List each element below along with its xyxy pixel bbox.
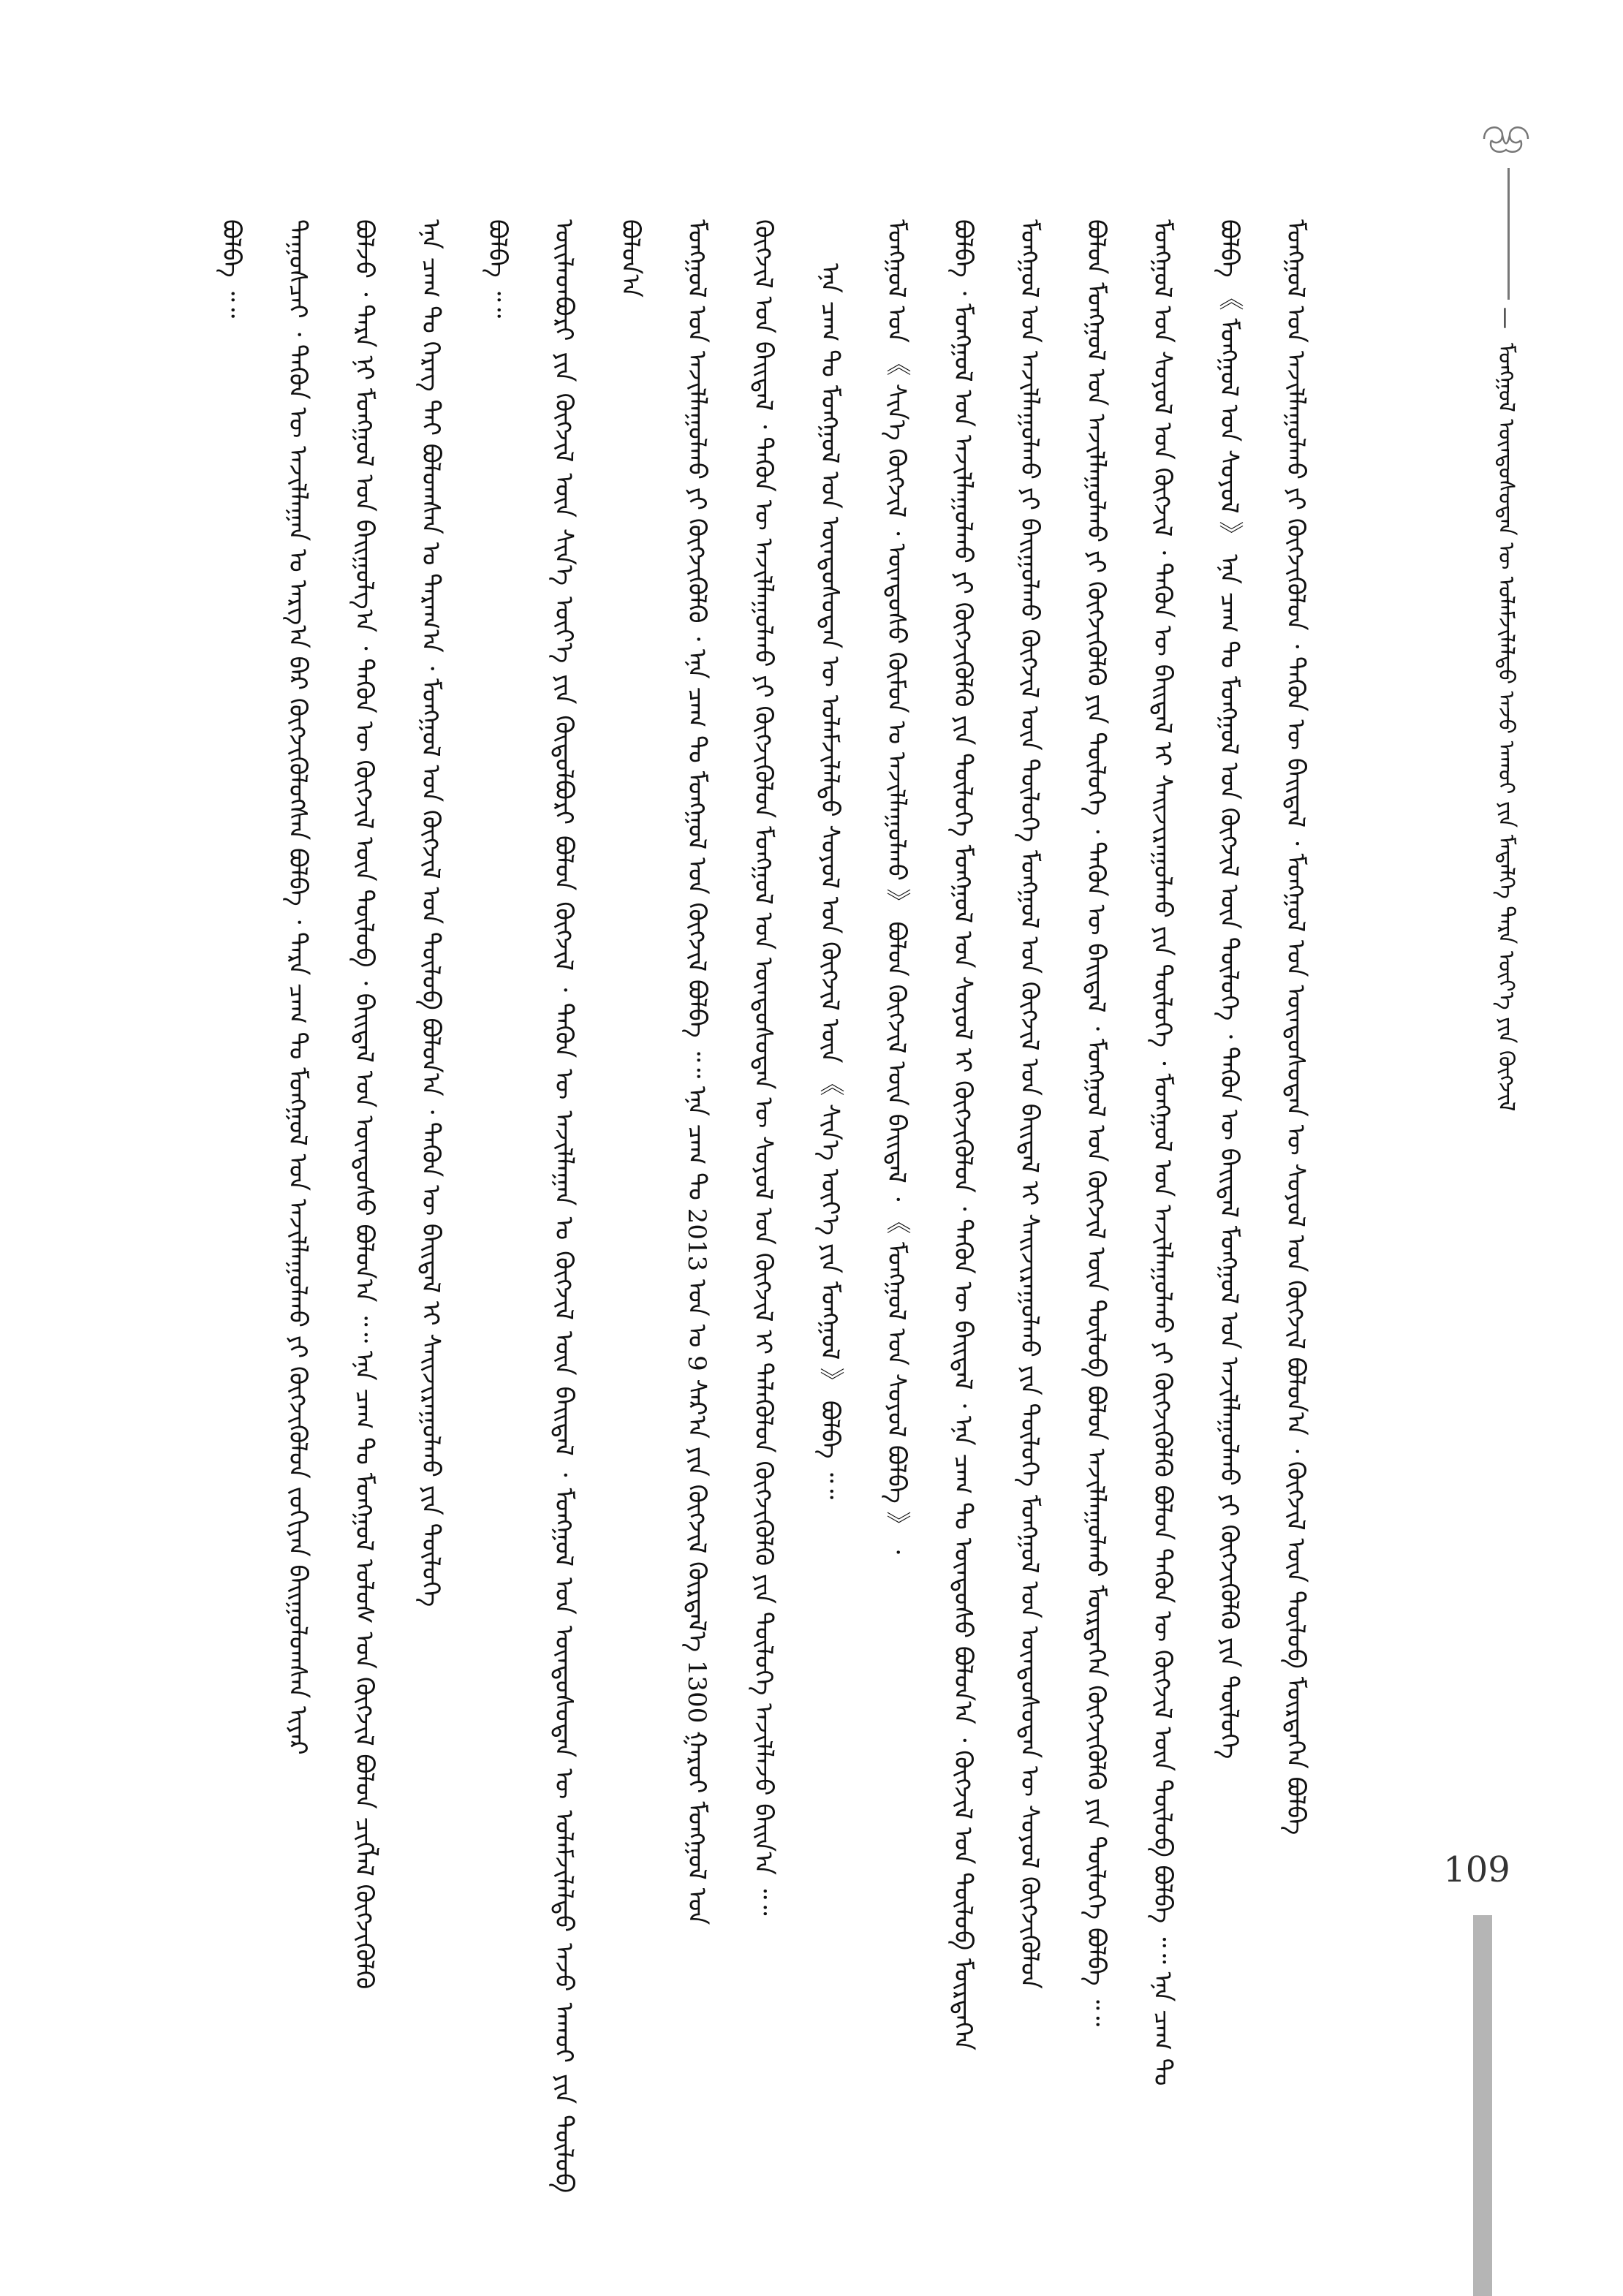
text-column: ᠮᠣᠩᠭᠣᠯ ᠤᠨ ᠰᠣᠶᠣᠯ ᠤᠨ ᠬᠥᠭᠵᠢᠯ ᠂ ᠲᠡᠭᠦᠨ ᠦ ᠪᠠᠢᠳᠠᠯ ᠢ ᠰᠠᠢᠵᠢᠷᠠᠭᠤᠯᠬᠤ ᠶᠢᠨ ᠲᠥᠯᠥᠭᠡ ᠂ ᠮᠣᠩᠭᠣᠯ ᠤᠨ ᠠᠵᠢᠯᠯᠠᠭᠤᠯᠬᠤ ᠶᠢ ᠬᠥᠭᠵᠢᠭᠦᠯᠬᠦ ᠪᠣᠯᠤᠨ ᠲᠡᠭᠦᠨ ᠦ ᠬᠥᠭᠵᠢᠯ ᠦᠨ ᠲᠥᠯᠥᠪ ᠪᠣᠯᠪᠠ ᠃᠃ ᠡᠨᠡ ᠴᠠᠭ ᠲᠤ	[1148, 219, 1177, 2086]
text-column: ᠮᠣᠩᠭᠣᠯ ᠤᠨ 《 ᠰᠢᠨ᠎ᠡ ᠬᠥᠭᠵᠢᠯ ᠂ ᠦᠨᠳᠦᠰᠦ ᠬᠦᠮᠦᠨ ᠤ ᠠᠵᠢᠯᠯᠠᠭᠤᠯᠬᠤ 》 ᠪᠣᠯᠤᠨ ᠬᠥᠭᠵᠢᠯ ᠦᠨ ᠪᠠᠢᠳᠠᠯ ᠂ 《 ᠮᠣᠩᠭᠣᠯ ᠤᠨ ᠰᠣᠶᠣᠯ ᠪᠣᠯᠪᠠ 》 ᠂	[882, 219, 911, 1555]
text-column: ᠬᠥᠭᠵᠢᠯ ᠤᠨ ᠪᠠᠢᠳᠠᠯ ᠂ ᠲᠡᠭᠦᠨ ᠦ ᠠᠵᠢᠯᠯᠠᠭᠤᠯᠬᠤ ᠶᠢ ᠬᠥᠭᠵᠢᠭᠦᠯᠦᠨ ᠮᠣᠩᠭᠣᠯ ᠤᠨ ᠦᠨᠳᠦᠰᠦᠲᠡᠨ ᠦ ᠰᠣᠶᠣᠯ ᠤᠨ ᠬᠥᠭᠵᠢᠯ ᠢ ᠲᠡᠯᠡᠭᠦᠯᠦᠨ ᠬᠥᠭᠵᠢᠭᠦᠯᠬᠦ ᠶᠢᠨ ᠲᠥᠯᠥᠭᠡ ᠠᠵᠢᠯᠯᠠᠵᠤ ᠪᠠᠢᠨ᠎ᠠ ᠃᠃	[749, 219, 778, 1916]
text-column: ᠦᠢᠯᠡᠳᠪᠦᠷᠢ ᠶᠢᠨ ᠬᠥᠭᠵᠢᠯ ᠦᠨ ᠰᠢᠨ᠎ᠡ ᠦᠶ᠎ᠡ ᠶᠢᠨ ᠬᠥᠲᠦᠯᠪᠦᠷᠢ ᠪᠣᠯᠤᠨ ᠬᠥᠭᠵᠢᠯ ᠂ ᠲᠡᠭᠦᠨ ᠦ ᠠᠵᠢᠯᠯᠠᠭᠠᠨ ᠤ ᠬᠥᠭᠵᠢᠯ ᠦᠨ ᠪᠠᠢᠳᠠᠯ ᠂ ᠮᠣᠩᠭᠣᠯ ᠤᠨ ᠦᠨᠳᠦᠰᠦᠲᠡᠨ ᠦ ᠤᠯᠠᠮᠵᠢᠯᠠᠯᠲᠤ ᠠᠵᠤ ᠠᠬᠤᠢ ᠶᠢᠨ ᠲᠥᠯᠥᠪ ᠪᠣᠯᠤᠨ᠎ᠠ	[549, 219, 645, 2193]
running-header	[1469, 307, 1543, 1184]
text-column: ᠪᠣᠯᠵᠤ ᠂ ᠲᠡᠷᠡ ᠨᠢ ᠮᠣᠩᠭᠣᠯ ᠤᠨ ᠪᠠᠢᠭᠤᠯᠭ᠎ᠠ ᠂ ᠲᠡᠭᠦᠨ ᠦ ᠬᠥᠭᠵᠢᠯ ᠦᠨ ᠲᠥᠯᠥᠪ ᠂ ᠪᠠᠢᠳᠠᠯ ᠤᠨ ᠦᠨᠳᠦᠰᠦ ᠪᠣᠯᠤᠨ᠎ᠠ ᠃᠃ ᠡᠨᠡ ᠴᠠᠭ ᠲᠤ ᠮᠣᠩᠭᠣᠯ ᠤᠯᠤᠰ ᠤᠨ ᠬᠥᠭᠵᠢᠯ ᠪᠣᠯᠤᠨ ᠴᠢᠭᠯᠡᠯ ᠬᠥᠭᠵᠢᠭᠦᠯᠬᠦ	[349, 219, 379, 1990]
text-column: ᠪᠣᠯᠪᠠ ᠂ ᠮᠣᠩᠭᠣᠯ ᠤᠨ ᠠᠵᠢᠯᠯᠠᠭᠤᠯᠬᠤ ᠶᠢ ᠬᠥᠭᠵᠢᠭᠦᠯᠬᠦ ᠶᠢᠨ ᠲᠥᠯᠥᠭᠡ ᠮᠣᠩᠭᠣᠯ ᠤᠨ ᠰᠣᠶᠣᠯ ᠢ ᠬᠥᠭᠵᠢᠭᠦᠯᠦᠨ ᠂ ᠲᠡᠭᠦᠨ ᠦ ᠪᠠᠢᠳᠠᠯ ᠂ ᠡᠨᠡ ᠴᠠᠭ ᠲᠤ ᠦᠨᠳᠦᠰᠦ ᠪᠣᠯᠤᠨ᠎ᠠ ᠂ ᠬᠥᠭᠵᠢᠯ ᠤᠨ ᠲᠥᠯᠥᠪ ᠮᠥᠷᠲᠡᠭᠡᠨ	[948, 219, 977, 2051]
text-column: ᠮᠣᠩᠭᠣᠯ ᠤᠨ ᠠᠵᠢᠯᠯᠠᠭᠤᠯᠬᠤ ᠶᠢ ᠪᠠᠢᠭᠤᠯᠬᠤ ᠬᠥᠭᠵᠢᠯ ᠦᠨ ᠲᠥᠯᠥᠭᠡ ᠮᠣᠩᠭᠣᠯ ᠤᠨ ᠬᠥᠭᠵᠢᠯ ᠤᠨ ᠪᠠᠢᠳᠠᠯ ᠢ ᠰᠠᠢᠵᠢᠷᠠᠭᠤᠯᠬᠤ ᠶᠢᠨ ᠲᠥᠯᠥᠭᠡ ᠮᠣᠩᠭᠣᠯ ᠤᠨ ᠦᠨᠳᠦᠰᠦᠲᠡᠨ ᠦ ᠰᠣᠶᠣᠯ ᠬᠥᠭᠵᠢᠭᠦᠯᠦᠨ	[1015, 219, 1044, 1989]
page-number: 109	[1443, 1849, 1510, 1890]
header-rule	[1507, 168, 1510, 300]
running-header-dash: —	[1493, 307, 1519, 330]
text-column: ᠮᠣᠩᠭᠣᠯ ᠤᠨ ᠠᠵᠢᠯᠯᠠᠭᠤᠯᠬᠤ ᠶᠢ ᠬᠥᠭᠵᠢᠭᠦᠯᠦᠨ ᠂ ᠲᠡᠭᠦᠨ ᠦ ᠪᠠᠢᠳᠠᠯ ᠂ ᠮᠣᠩᠭᠣᠯ ᠤᠨ ᠦᠨᠳᠦᠰᠦᠲᠡᠨ ᠦ ᠰᠣᠶᠣᠯ ᠤᠨ ᠬᠥᠭᠵᠢᠯ ᠪᠣᠯᠤᠨ᠎ᠠ ᠂ ᠬᠥᠭᠵᠢᠯ ᠦᠨ ᠲᠥᠯᠥᠪ ᠮᠥᠷᠲᠡᠭᠡᠨ ᠪᠣᠯᠪᠠ	[1281, 219, 1310, 1835]
page-tab-marker	[1473, 1915, 1492, 2296]
text-column: ᠪᠣᠯᠪᠠ ᠃᠃	[216, 219, 246, 319]
text-column: ᠡᠨᠡ ᠴᠠᠭ ᠲᠤ ᠮᠣᠩᠭᠣᠯ ᠤᠨ ᠦᠨᠳᠦᠰᠦᠲᠡᠨ ᠦ ᠤᠯᠠᠮᠵᠢᠯᠠᠯᠲᠤ ᠰᠣᠶᠣᠯ ᠤᠨ ᠬᠥᠭᠵᠢᠯ ᠦᠨ 《 ᠰᠢᠨ᠎ᠡ ᠦᠶ᠎ᠡ ᠶᠢᠨ ᠮᠣᠩᠭᠣᠯ 》 ᠪᠣᠯᠪᠠ ᠃᠃	[815, 263, 844, 1500]
body-text	[197, 219, 1418, 2193]
running-header-title: ᠮᠣᠩᠭᠣᠯ ᠦᠨᠳᠦᠰᠦᠲᠡᠨ ᠦ ᠤᠯᠠᠮᠵᠢᠯᠠᠯᠲᠤ ᠠᠵᠤ ᠠᠬᠤᠢ ᠶᠢᠨ ᠮᠡᠳᠡᠯᠭᠡ ᠲᠡᠷᠡ ᠦᠶ᠎ᠡ ᠶᠢᠨ ᠬᠥᠭᠵᠢᠯ	[1493, 343, 1519, 1112]
text-column: ᠮᠣᠩᠭᠣᠯ ᠤᠨ ᠠᠵᠢᠯᠯᠠᠭᠤᠯᠬᠤ ᠶᠢ ᠬᠥᠭᠵᠢᠭᠦᠯᠬᠦ ᠂ ᠡᠨᠡ ᠴᠠᠭ ᠲᠤ ᠮᠣᠩᠭᠣᠯ ᠤᠨ ᠬᠥᠭᠵᠢᠯ ᠪᠣᠯᠪᠠ ᠃᠃ ᠡᠨᠡ ᠴᠠᠭ ᠲᠤ 2013 ᠣᠨ ᠤ 9 ᠰᠠᠷ᠎ᠠ ᠶᠢᠨ ᠬᠥᠭᠵᠢᠯ ᠬᠦᠷᠲᠡᠯ᠎ᠡ 1300 ᠭᠠᠷᠤᠢ ᠮᠣᠩᠭᠣᠯ ᠤᠨ	[682, 219, 711, 1925]
text-column: ᠪᠣᠯᠪᠠ 《 ᠮᠣᠩᠭᠣᠯ ᠤᠨ ᠰᠣᠶᠣᠯ 》 ᠡᠨᠡ ᠴᠠᠭ ᠲᠤ ᠮᠣᠩᠭᠣᠯ ᠤᠨ ᠬᠥᠭᠵᠢᠯ ᠦᠨ ᠲᠥᠯᠥᠭᠡ ᠂ ᠲᠡᠭᠦᠨ ᠦ ᠪᠠᠢᠳᠠᠯ ᠮᠣᠩᠭᠣᠯ ᠤᠨ ᠠᠵᠢᠯᠯᠠᠭᠤᠯᠬᠤ ᠶᠢ ᠬᠥᠭᠵᠢᠭᠦᠯᠬᠦ ᠶᠢᠨ ᠲᠥᠯᠥᠭᠡ	[1214, 219, 1244, 1759]
text-column: ᠪᠣᠯᠪᠠ ᠃᠃	[483, 219, 512, 319]
text-column: ᠳᠠᠭᠤᠰᠴᠠᠢ ᠂ ᠲᠡᠭᠦᠨ ᠦ ᠠᠵᠢᠯᠯᠠᠭᠠᠨ ᠤ ᠠᠷᠭ᠎ᠠ ᠪᠠᠷ ᠬᠥᠭᠵᠢᠭᠦᠯᠦᠭᠰᠡᠨ ᠪᠣᠯᠪᠠ ᠂ ᠲᠡᠷᠡ ᠴᠠᠭ ᠲᠤ ᠮᠣᠩᠭᠣᠯ ᠤᠨ ᠠᠵᠢᠯᠯᠠᠭᠤᠯᠬᠤ ᠶᠢ ᠬᠥᠭᠵᠢᠭᠦᠯᠦᠨ ᠵᠣᠬᠢᠶᠠᠨ ᠪᠠᠢᠭᠤᠯᠤᠭᠰᠠᠨ ᠢᠶᠠᠷ	[283, 219, 312, 1755]
ornament-icon	[1469, 110, 1543, 168]
text-column: ᠡᠨᠡ ᠴᠠᠭ ᠲᠤ ᠬᠡᠷᠡᠭ ᠲᠡᠢ ᠪᠣᠯᠤᠭᠰᠠᠨ ᠤ ᠳᠠᠷᠠᠭ᠎ᠠ ᠂ ᠮᠣᠩᠭᠣᠯ ᠤᠨ ᠬᠥᠭᠵᠢᠯ ᠤᠨ ᠲᠥᠯᠥᠪ ᠪᠣᠯᠤᠨ᠎ᠠ ᠂ ᠲᠡᠭᠦᠨ ᠦ ᠪᠠᠢᠳᠠᠯ ᠢ ᠰᠠᠢᠵᠢᠷᠠᠭᠤᠯᠬᠤ ᠶᠢᠨ ᠲᠥᠯᠥᠭᠡ	[416, 219, 445, 1607]
text-column: ᠪᠣᠯᠤᠨ ᠮᠣᠩᠭᠣᠯ ᠤᠨ ᠠᠵᠢᠯᠯᠠᠭᠤᠯᠬᠤ ᠶᠢ ᠬᠥᠭᠵᠢᠭᠦᠯᠬᠦ ᠶᠢᠨ ᠲᠥᠯᠥᠭᠡ ᠂ ᠲᠡᠭᠦᠨ ᠦ ᠪᠠᠢᠳᠠᠯ ᠂ ᠮᠣᠩᠭᠣᠯ ᠤᠨ ᠬᠥᠭᠵᠢᠯ ᠦᠨ ᠲᠥᠯᠥᠪ ᠪᠣᠯᠤᠨ ᠠᠵᠢᠯᠯᠠᠭᠤᠯᠬᠤ ᠮᠥᠷᠲᠡᠭᠡᠨ ᠬᠥᠭᠵᠢᠭᠦᠯᠬᠦ ᠶᠢᠨ ᠲᠥᠯᠥᠭᠡ ᠪᠣᠯᠪᠠ ᠃᠃	[1081, 219, 1111, 2027]
